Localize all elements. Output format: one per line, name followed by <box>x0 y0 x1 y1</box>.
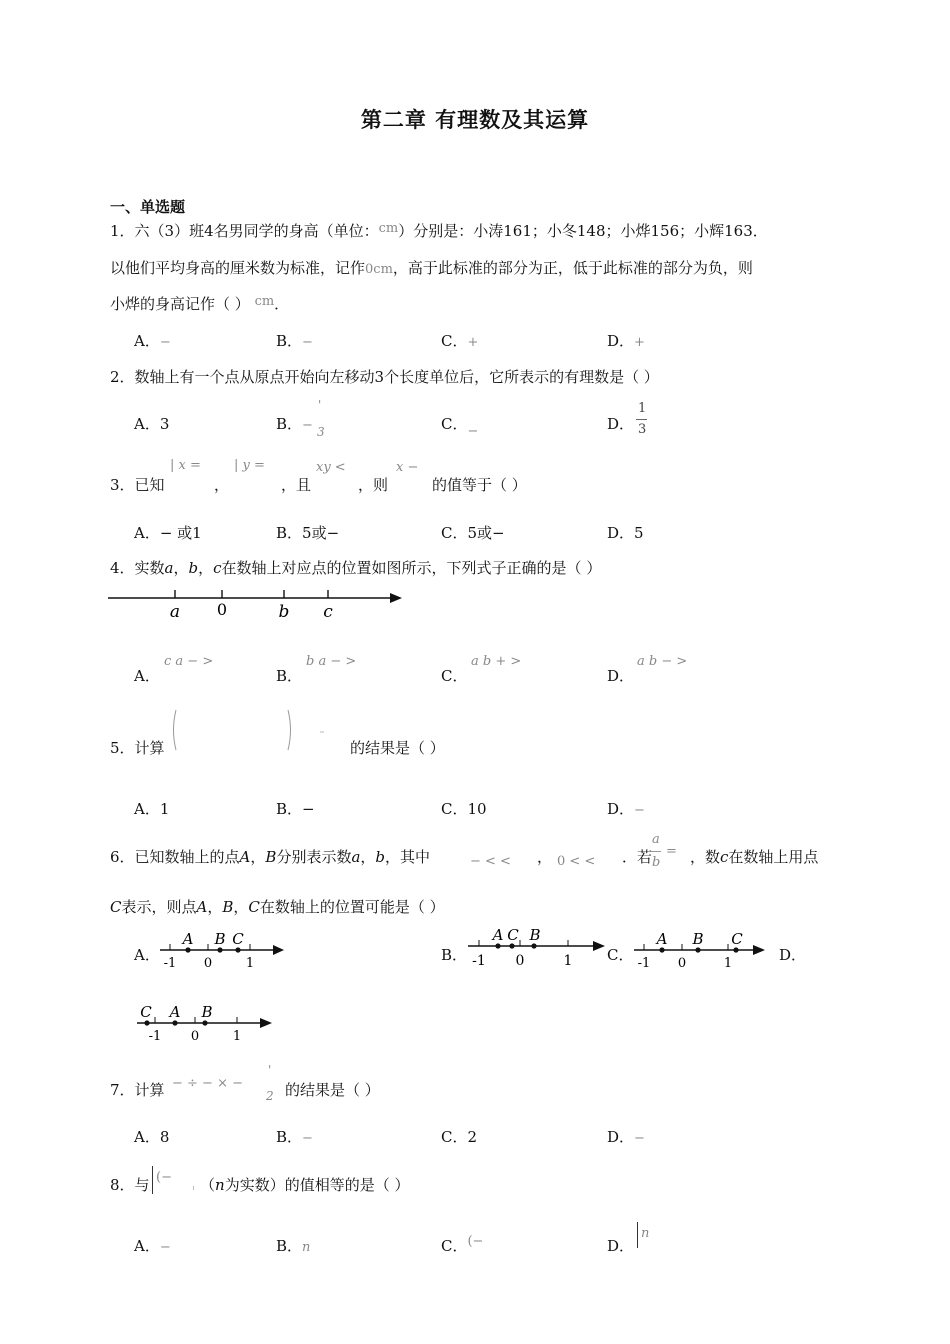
label-a: A <box>169 1003 181 1021</box>
point-c <box>235 947 240 952</box>
tick-label-0: 0 <box>203 956 213 971</box>
q6-inequality-b: 0 < < <box>557 854 596 869</box>
q8-suffix: （n为实数）的值相等的是（ ） <box>200 1176 410 1194</box>
tick-label-0: 0 <box>515 953 525 969</box>
question-1-line-2: 以他们平均身高的厘米数为标准，记作0cm，高于此标准的部分为正，低于此标准的部分为负，则 <box>110 259 753 277</box>
question-2-text: 2．数轴上有一个点从原点开始向左移动3个长度单位后，它所表示的有理数是（ ） <box>110 368 659 386</box>
point-c <box>509 943 514 948</box>
q8-d-value: n <box>641 1226 650 1241</box>
label-b: B <box>214 930 226 948</box>
q7-option-a[interactable]: A．8 <box>134 1128 170 1146</box>
label-c: C <box>731 930 743 948</box>
q6-equals: = <box>666 844 677 859</box>
q3-option-c[interactable]: C．5或− <box>441 524 505 542</box>
q2-option-c[interactable]: C．− <box>441 415 479 439</box>
q7-prefix: 7．计算 <box>110 1081 165 1099</box>
point-b <box>217 947 222 952</box>
q8-option-d[interactable]: D． <box>607 1237 635 1255</box>
q4-number-line <box>106 585 406 625</box>
question-4-text: 4．实数a，b，c在数轴上对应点的位置如图所示，下列式子正确的是（ ） <box>110 559 602 577</box>
q1-option-b[interactable]: B．− <box>276 332 313 350</box>
q3-option-b[interactable]: B．5或− <box>276 524 340 542</box>
q4-option-d-expr: a b − > <box>637 654 688 669</box>
section-heading: 一、单选题 <box>110 198 186 216</box>
q4-option-d[interactable]: D． <box>607 667 635 685</box>
q5-suffix: 的结果是（ ） <box>350 739 445 757</box>
q6-frac-bar <box>651 851 661 852</box>
tick-label-minus-1: -1 <box>472 953 486 969</box>
tick-label-1: 1 <box>563 953 573 969</box>
label-c: C <box>232 930 244 948</box>
q4-option-b[interactable]: B． <box>276 667 303 685</box>
q6-option-a-number-line <box>158 930 288 972</box>
q5-option-d[interactable]: D．− <box>607 800 645 818</box>
q8-option-a[interactable]: A．− <box>134 1237 171 1255</box>
q5-expression <box>168 706 328 756</box>
q6-option-d[interactable]: D． <box>779 946 807 964</box>
axis-arrow <box>593 941 605 951</box>
q7-option-c[interactable]: C．2 <box>441 1128 478 1146</box>
q8-option-b[interactable]: B．n <box>276 1237 311 1255</box>
question-1-line-3: 小烨的身高记作（ ） cm． <box>110 294 290 313</box>
q4-option-b-expr: b a − > <box>306 654 357 669</box>
label-0: 0 <box>216 600 228 619</box>
q3-option-d[interactable]: D．5 <box>607 524 644 542</box>
q8-expression: (− <box>156 1170 172 1185</box>
axis-arrow <box>273 945 284 955</box>
q4-option-a-expr: c a − > <box>164 654 214 669</box>
left-paren <box>174 710 177 750</box>
q6-option-c[interactable]: C． <box>607 946 634 964</box>
point-a <box>659 947 664 952</box>
question-6-line-1: 6．已知数轴上的点A，B分别表示数a，b，其中 <box>110 848 431 866</box>
q3-xy-condition: xy < <box>316 460 346 475</box>
tick-label-minus-1: -1 <box>148 1029 162 1044</box>
q2-option-b[interactable]: B．− <box>276 415 313 433</box>
axis-arrow <box>390 593 402 603</box>
point-b <box>202 1020 207 1025</box>
right-paren <box>288 710 291 750</box>
label-a: a <box>169 602 181 622</box>
point-a <box>172 1020 177 1025</box>
q1-option-d[interactable]: D．+ <box>607 332 645 350</box>
tick-label-0: 0 <box>190 1029 200 1044</box>
q7-frac-den: 2 <box>266 1089 274 1103</box>
q7-frac-num: ' <box>268 1063 272 1077</box>
q6-option-d-number-line <box>135 1003 277 1045</box>
axis-arrow <box>260 1018 272 1028</box>
label-a: A <box>492 926 504 944</box>
q1-option-c[interactable]: C．+ <box>441 332 479 350</box>
q3-abs-x: | x = <box>170 458 201 473</box>
q6-frac-num: a <box>652 832 660 847</box>
q6-option-b-number-line <box>466 926 608 970</box>
q6-inequality-a: − < < <box>470 854 511 869</box>
tick-label-0: 0 <box>677 956 687 971</box>
q7-expression: − ÷ − × − <box>172 1076 243 1091</box>
q5-option-a[interactable]: A．1 <box>134 800 170 818</box>
label-a: A <box>182 930 194 948</box>
q5-option-c[interactable]: C．10 <box>441 800 487 818</box>
q2-option-d[interactable]: D． <box>607 415 635 433</box>
label-c: C <box>507 926 519 944</box>
page-title: 第二章 有理数及其运算 <box>360 108 590 132</box>
label-b: B <box>692 930 704 948</box>
q6-if: ．若 <box>622 848 653 866</box>
q7-option-d[interactable]: D．− <box>607 1128 645 1146</box>
axis-arrow <box>753 945 765 955</box>
q1-option-a[interactable]: A．− <box>134 332 171 350</box>
question-6-line-2: C表示，则点A，B，C在数轴上的位置可能是（ ） <box>110 898 445 916</box>
q3-then: ，则 <box>358 476 389 494</box>
tick-label-1: 1 <box>232 1029 242 1044</box>
q4-option-c-expr: a b + > <box>471 654 522 669</box>
q3-and: ，且 <box>281 476 312 494</box>
q3-expression: x − <box>396 460 419 475</box>
point-b <box>695 947 700 952</box>
tick-label-minus-1: -1 <box>637 956 651 971</box>
point-a <box>185 947 190 952</box>
q6-option-a[interactable]: A． <box>134 946 160 964</box>
point-c <box>144 1020 149 1025</box>
point-a <box>495 943 500 948</box>
q8-option-c[interactable]: C．(− <box>441 1234 484 1255</box>
q2-d-denominator: 3 <box>638 422 647 437</box>
q8-abs-bar <box>152 1166 153 1194</box>
point-b <box>531 943 536 948</box>
label-c: C <box>140 1003 152 1021</box>
label-b: b <box>278 602 290 622</box>
q3-option-a[interactable]: A．− 或1 <box>134 524 202 542</box>
q6-line-1-end: ，数c在数轴上用点 <box>690 848 819 866</box>
q2-d-fraction-bar <box>636 419 647 420</box>
unit-cm: cm <box>378 221 399 236</box>
q5-prefix: 5．计算 <box>110 739 165 757</box>
q3-prefix: 3．已知 <box>110 476 165 494</box>
q2-b-denominator: 3 <box>317 425 325 439</box>
q6-option-c-number-line <box>632 930 770 972</box>
q2-option-a[interactable]: A．3 <box>134 415 170 433</box>
label-a: A <box>656 930 668 948</box>
q7-suffix: 的结果是（ ） <box>285 1081 380 1099</box>
tick-label-minus-1: -1 <box>163 956 177 971</box>
q8-faint-mark <box>193 1186 194 1190</box>
tick-label-1: 1 <box>245 956 255 971</box>
q3-abs-y: | y = <box>234 458 265 473</box>
label-b: B <box>529 926 541 944</box>
q3-suffix: 的值等于（ ） <box>432 476 527 494</box>
q6-option-b[interactable]: B． <box>441 946 468 964</box>
q6-comma: ， <box>537 848 553 866</box>
q7-option-b[interactable]: B．− <box>276 1128 313 1146</box>
label-c: c <box>323 602 333 622</box>
tick-label-1: 1 <box>723 956 733 971</box>
question-1-line-1: 1．六（3）班4名男同学的身高（单位：cm）分别是：小涛161；小冬148；小烨156；小辉163． <box>110 221 768 240</box>
label-b: B <box>201 1003 213 1021</box>
point-c <box>733 947 738 952</box>
q2-b-numerator: ' <box>318 398 322 412</box>
q5-option-b[interactable]: B．− <box>276 800 315 818</box>
q2-d-numerator: 1 <box>638 401 647 416</box>
q4-option-a[interactable]: A． <box>134 667 160 685</box>
q4-option-c[interactable]: C． <box>441 667 468 685</box>
q8-prefix: 8．与 <box>110 1176 150 1194</box>
q6-frac-den: b <box>652 855 661 870</box>
q8-d-abs-bar <box>637 1222 638 1248</box>
q3-comma: ， <box>214 476 230 494</box>
